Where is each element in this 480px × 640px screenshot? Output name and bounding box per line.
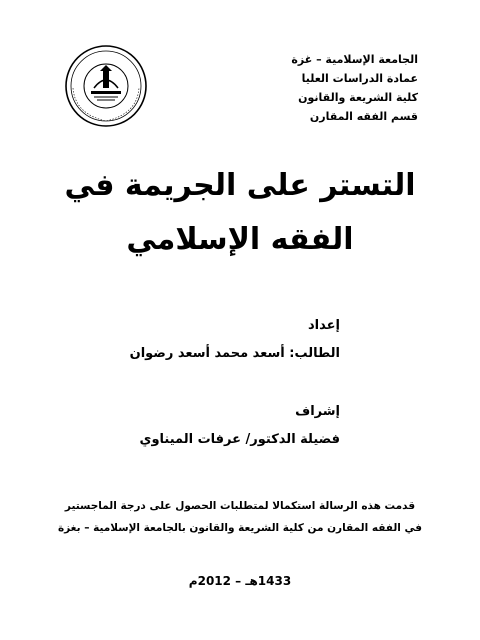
supervision-heading: إشراف <box>295 404 340 419</box>
faculty-name: كلية الشريعة والقانون <box>298 91 418 104</box>
submission-statement-line-1: قدمت هذه الرسالة استكمالا لمتطلبات الحصول على درجة الماجستير <box>64 500 416 512</box>
student-name: الطالب: أسعد محمد أسعد رضوان <box>129 346 340 361</box>
supervisor-name: فضيلة الدكتور/ عرفات الميناوي <box>139 432 340 447</box>
preparation-heading: إعداد <box>308 318 340 333</box>
submission-date: 1433هـ – 2012م <box>188 574 292 588</box>
submission-statement-line-2: في الفقه المقارن من كلية الشريعة والقانون بالجامعة الإسلامية – بغزة <box>57 522 423 534</box>
thesis-title-line-1: التستر على الجريمة في <box>64 168 416 203</box>
university-name: الجامعة الإسلامية – غزة <box>291 53 418 66</box>
thesis-title-line-2: الفقه الإسلامي <box>126 222 354 257</box>
deanship-name: عمادة الدراسات العليا <box>301 72 418 85</box>
department-name: قسم الفقه المقارن <box>309 110 418 123</box>
institution-header <box>291 50 418 126</box>
university-seal-icon <box>64 44 148 128</box>
